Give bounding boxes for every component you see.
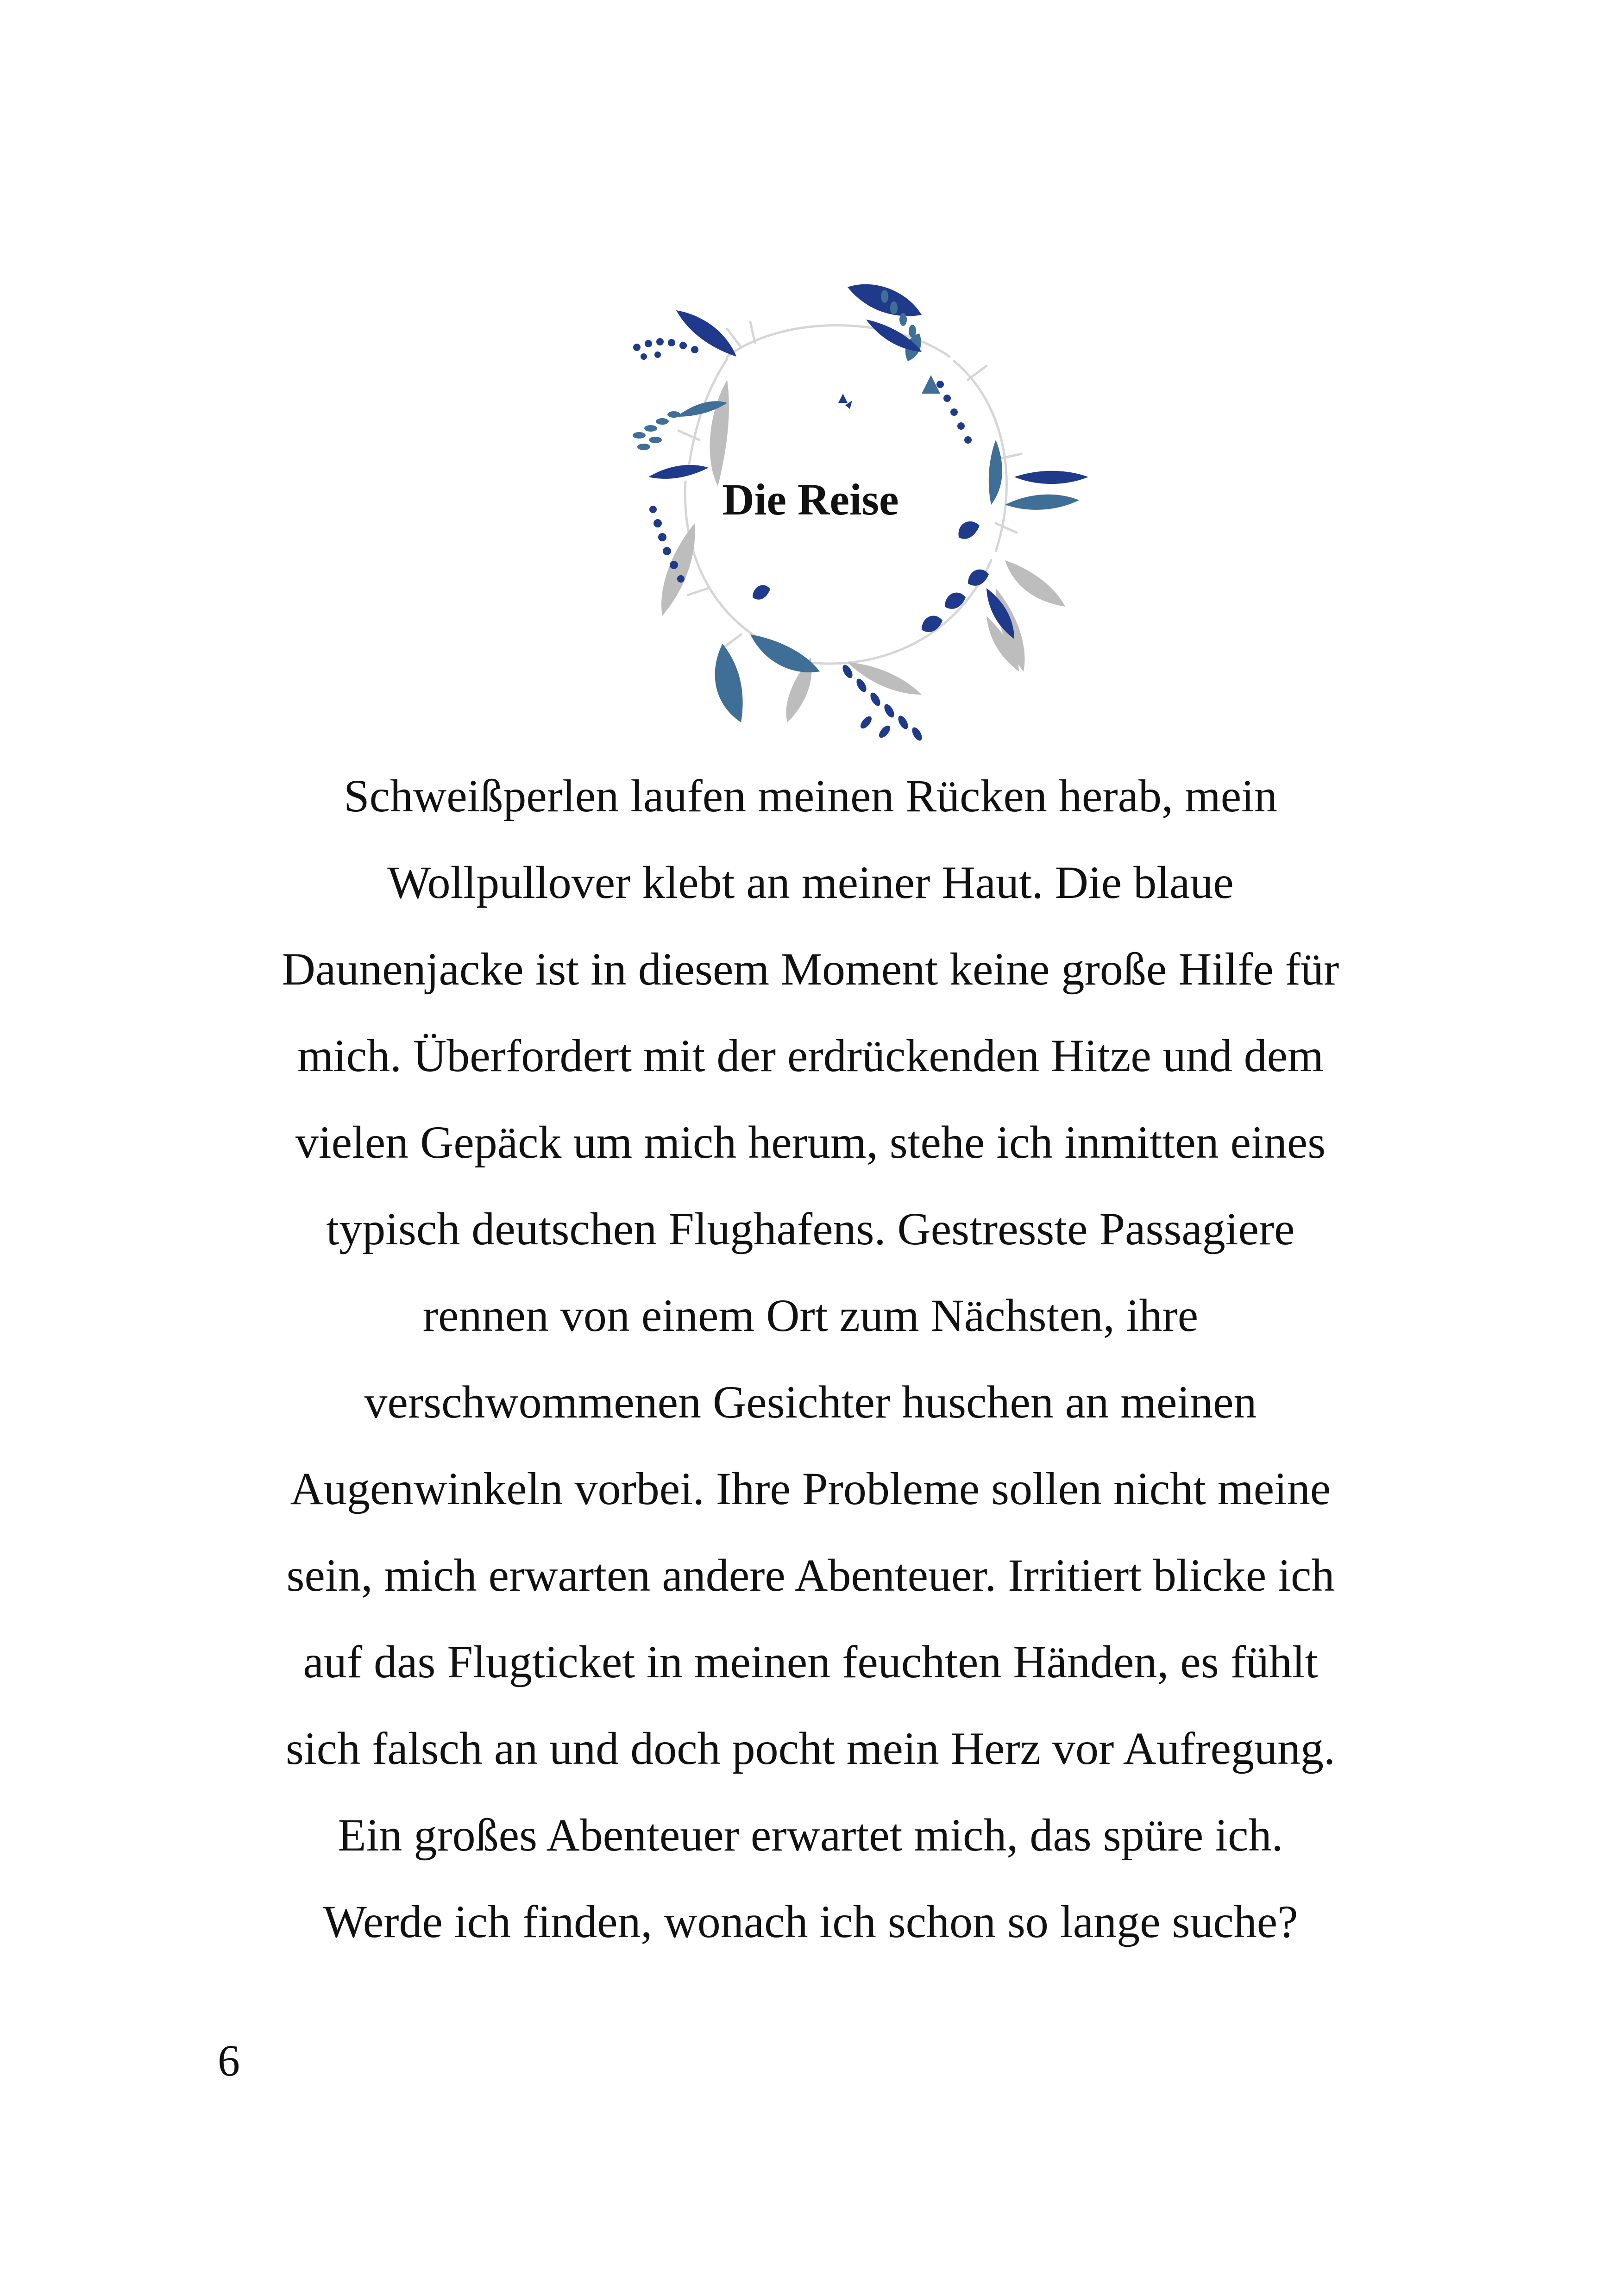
body-line: mich. Überfordert mit der erdrückenden Hitze und dem [297, 1030, 1324, 1081]
body-line: Daunenjacke ist in diesem Moment keine große Hilfe für [282, 943, 1339, 995]
body-line: Augenwinkeln vorbei. Ihre Probleme sollen nicht meine [290, 1463, 1331, 1514]
body-line: Schweißperlen laufen meinen Rücken herab, mein [344, 770, 1277, 822]
body-line: sein, mich erwarten andere Abenteuer. Irritiert blicke ich [286, 1549, 1335, 1601]
body-line: sich falsch an und doch pocht mein Herz vor Aufregung. [285, 1723, 1335, 1774]
body-line: Wollpullover klebt an meiner Haut. Die blaue [387, 857, 1234, 908]
body-line: vielen Gepäck um mich herum, stehe ich inmitten eines [295, 1117, 1326, 1168]
body-paragraph [176, 753, 1445, 1965]
body-line: Ein großes Abenteuer erwartet mich, das spüre ich. [338, 1809, 1283, 1861]
body-line: rennen von einem Ort zum Nächsten, ihre [422, 1290, 1199, 1341]
chapter-title: Die Reise [722, 475, 899, 525]
body-line: typisch deutschen Flughafens. Gestresste Passagiere [326, 1203, 1295, 1255]
body-line: verschwommenen Gesichter huschen an meinen [364, 1376, 1257, 1428]
body-line: Werde ich finden, wonach ich schon so lange suche? [323, 1896, 1298, 1947]
page-number: 6 [218, 2036, 240, 2085]
body-line: auf das Flugticket in meinen feuchten Händen, es fühlt [303, 1636, 1318, 1687]
